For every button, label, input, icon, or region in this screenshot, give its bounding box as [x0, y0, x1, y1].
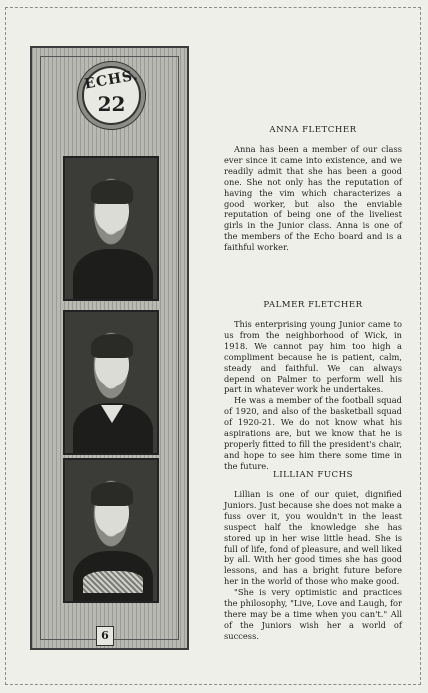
- portrait-anna-fletcher: [63, 156, 159, 301]
- portrait-hair: [91, 180, 133, 204]
- entry-paragraph: Lillian is one of our quiet, dignified Juniors. Just because she does not make a fuss over it, you wouldn't in the least suspect half the knowledge she has stored up in her wise little head. She is full of life, fond of pleasure, and well liked by all. With her good times she has good lessons, and has a bright future before her in the world of those who make good.: [224, 489, 403, 587]
- portrait-lillian-fuchs: [63, 458, 159, 603]
- entry-paragraph: This enterprising young Junior came to us from the neighborhood of Wick, in 1918. We cannot pay him too high a compliment because he is patient, calm, steady and faithful. We can always depend on Palmer to perform well his part in whatever work he undertakes.: [224, 319, 402, 395]
- emblem-title: ECHS.: [83, 67, 140, 93]
- entry-palmer-fletcher: [224, 300, 402, 472]
- entry-name: LILLIAN FUCHS: [272, 470, 354, 480]
- portrait-hair: [91, 334, 133, 358]
- entry-anna-fletcher: [224, 125, 402, 253]
- decorative-photo-strip: [30, 46, 189, 650]
- portrait-hair: [91, 482, 133, 506]
- portrait-shoulders: [73, 249, 153, 301]
- portrait-palmer-fletcher: [63, 310, 159, 455]
- entry-lillian-fuchs: [224, 470, 402, 642]
- portrait-lace-collar: [83, 571, 143, 593]
- entry-paragraph: He was a member of the football squad of 1920, and also of the basketball squad of 1920-21. We do not know what his aspirations are, but we know that he is properly fitted to fill the president's chair, and hope to see him there some time in the future.: [224, 395, 402, 471]
- entry-name: PALMER FLETCHER: [263, 300, 363, 310]
- page-marker: 6: [96, 626, 114, 646]
- emblem-number: 22: [97, 92, 126, 116]
- entry-name: ANNA FLETCHER: [269, 125, 357, 135]
- entry-paragraph: Anna has been a member of our class ever since it came into existence, and we readily admit that she has been a good one. She not only has the reputation of having the vim which characterizes a good worker, but also the enviable reputation of being one of the liveliest girls in the Junior class. Anna is one of the members of the Echo board and is a faithful worker.: [224, 144, 402, 253]
- class-emblem: [82, 66, 141, 125]
- entry-paragraph: "She is very optimistic and practices the philosophy, "Live, Love and Laugh, for there may be a time when you can't." All of the Juniors wish her a world of success.: [224, 587, 402, 641]
